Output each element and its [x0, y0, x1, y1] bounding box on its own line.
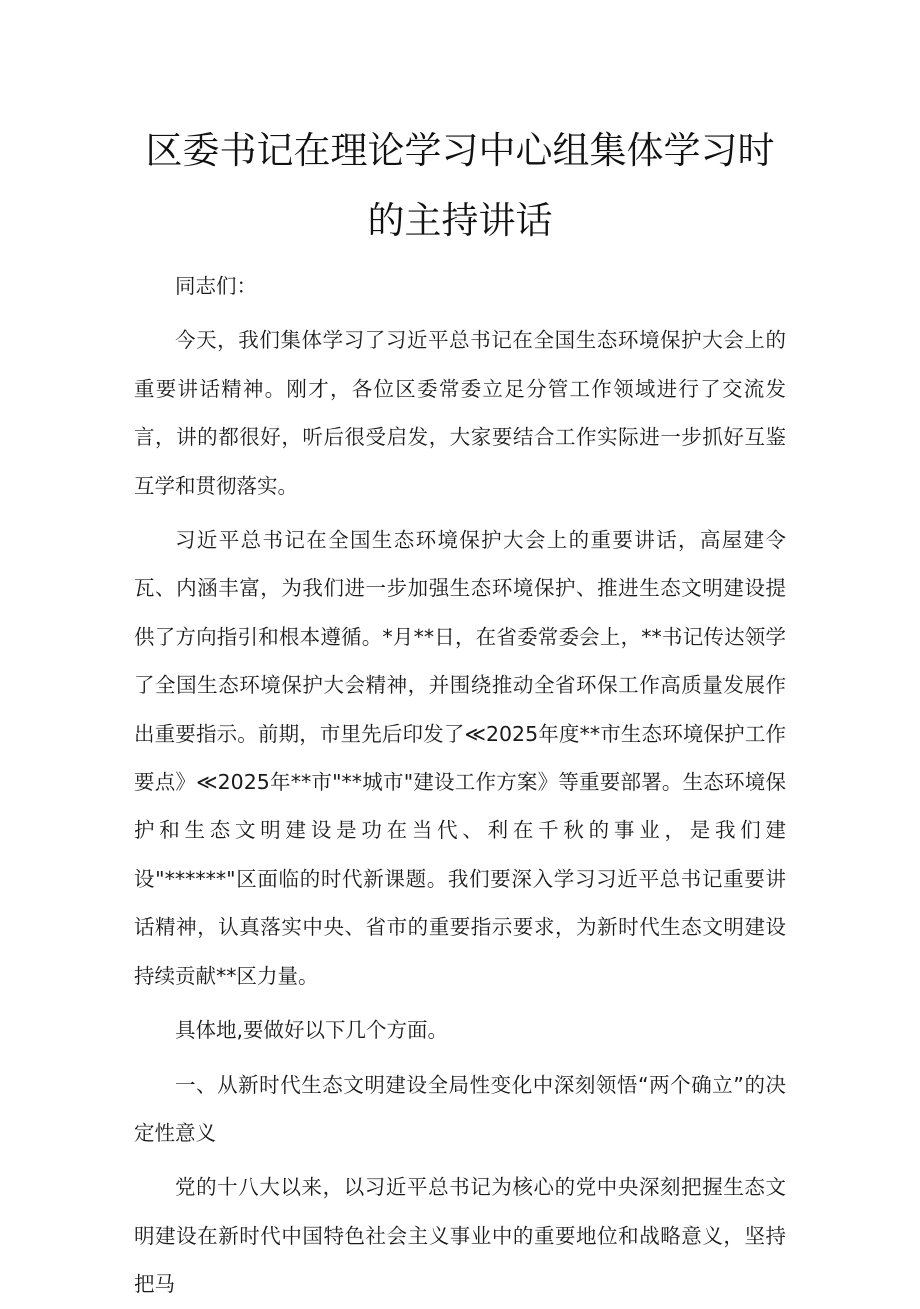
salutation: 同志们： [175, 274, 257, 298]
document-body [134, 262, 786, 1309]
document-title-line-2: 的主持讲话 [367, 199, 553, 242]
paragraph-section-1: 党的十八大以来，以习近平总书记为核心的党中央深刻把握生态文明建设在新时代中国特色社会主义事业中的重要地位和战略意义，坚持把马 [134, 1175, 786, 1297]
paragraph-speech-summary: 习近平总书记在全国生态环境保护大会上的重要讲话，高屋建令瓦、内涵丰富，为我们进一步加强生态环境保护、推进生态文明建设提供了方向指引和根本遵循。*月**日，在省委常委会上，**书记传达领学了全国生态环境保护大会精神，并围绕推动全省环保工作高质量发展作出重要指示。前期，市里先后印发了≪2025年度**市生态环境保护工作要点》≪2025年**市"**城市"建设工作方案》等重要部署。生态环境保护和生态文明建设是功在当代、利在千秋的事业，是我们建设"******"区面临的时代新课题。我们要深入学习习近平总书记重要讲话精神，认真落实中央、省市的重要指示要求，为新时代生态文明建设持续贡献**区力量。 [134, 528, 786, 988]
paragraph-opening: 今天，我们集体学习了习近平总书记在全国生态环境保护大会上的重要讲话精神。刚才，各位区委常委立足分管工作领域进行了交流发言，讲的都很好，听后很受启发，大家要结合工作实际进一步抓好互鉴互学和贯彻落实。 [134, 328, 786, 498]
document-title-line-1: 区委书记在理论学习中心组集体学习时 [145, 129, 775, 172]
section-heading-1: 一、从新时代生态文明建设全局性变化中深刻领悟“两个确立”的决定性意义 [134, 1072, 786, 1145]
paragraph-transition: 具体地,要做好以下几个方面。 [175, 1018, 449, 1043]
